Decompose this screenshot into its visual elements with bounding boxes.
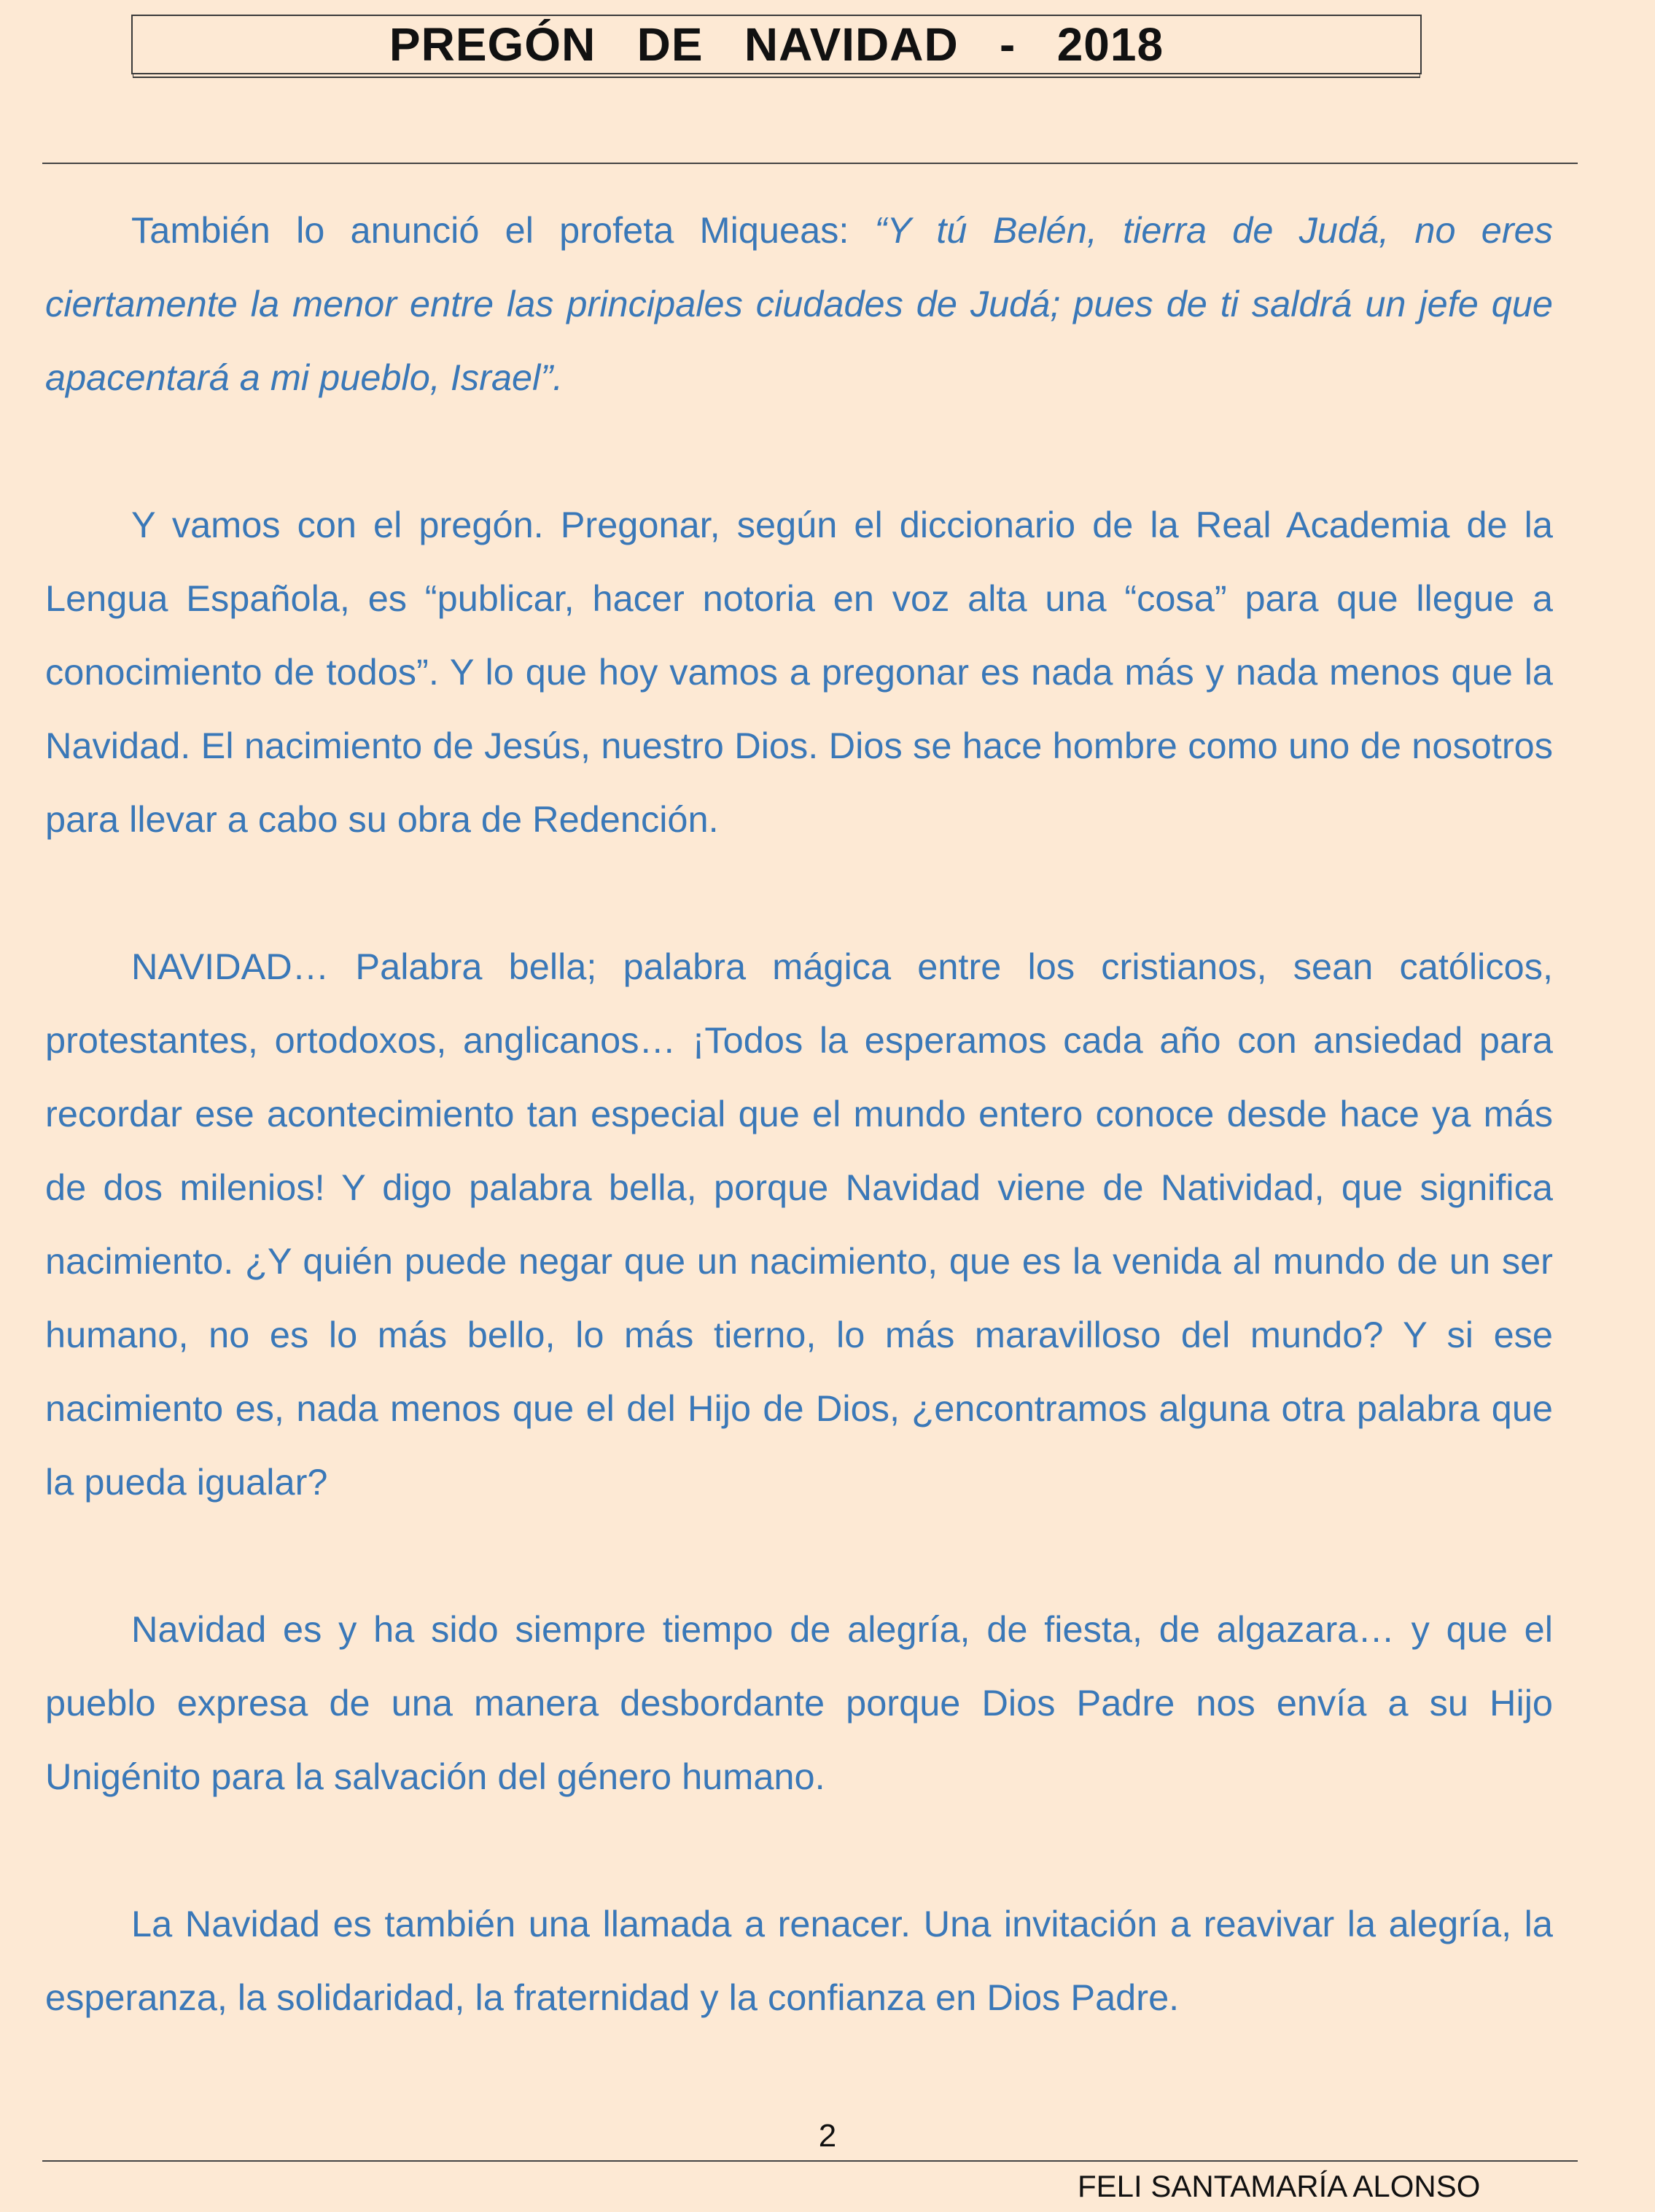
paragraph-3: NAVIDAD… Palabra bella; palabra mágica entre los cristianos, sean católicos, protestantes, ortodoxos, anglicanos… ¡Todos la esperamos cada año con ansiedad para recordar ese acontecimiento tan especial que el mundo entero conoce desde hace ya más de dos milenios! Y digo palabra bella, porque Navidad viene de Natividad, que significa nacimiento. ¿Y quién puede negar que un nacimiento, que es la venida al mundo de un ser humano, no es lo más bello, lo más tierno, lo más maravilloso del mundo? Y si ese nacimiento es, nada menos que el del Hijo de Dios, ¿encontramos alguna otra palabra que la pueda igualar? [45, 946, 1553, 1503]
paragraph-5: La Navidad es también una llamada a renacer. Una invitación a reavivar la alegría, la esperanza, la solidaridad, la fraternidad y la confianza en Dios Padre. [45, 1903, 1553, 2018]
author-name: FELI SANTAMARÍA ALONSO [1078, 2169, 1481, 2203]
paragraph-1-text: También lo anunció el profeta Miqueas: [131, 209, 875, 251]
page-title: PREGÓN DE NAVIDAD - 2018 [389, 18, 1164, 71]
page-number: 2 [818, 2118, 837, 2154]
top-divider [42, 163, 1578, 164]
paragraph-2: Y vamos con el pregón. Pregonar, según el diccionario de la Real Academia de la Lengua Española, es “publicar, hacer notoria en voz alta una “cosa” para que llegue a conocimiento de todos”. Y lo que hoy vamos a pregonar es nada más y nada menos que la Navidad. El nacimiento de Jesús, nuestro Dios. Dios se hace hombre como uno de nosotros para llevar a cabo su obra de Redención. [45, 504, 1553, 840]
title-box [131, 15, 1422, 74]
paragraph-4: Navidad es y ha sido siempre tiempo de alegría, de fiesta, de algazara… y que el pueblo expresa de una manera desbordante porque Dios Padre nos envía a su Hijo Unigénito para la salvación del género humano. [45, 1608, 1553, 1797]
bottom-divider [42, 2160, 1578, 2162]
paragraph-1 [45, 193, 1553, 414]
micah-quote: “Y tú Belén, tierra de Judá, no eres ciertamente la menor entre las principales ciudades de Judá; pues de ti saldrá un jefe que apacentará a mi pueblo, Israel”. [45, 209, 1553, 398]
document-body [45, 193, 1553, 2034]
